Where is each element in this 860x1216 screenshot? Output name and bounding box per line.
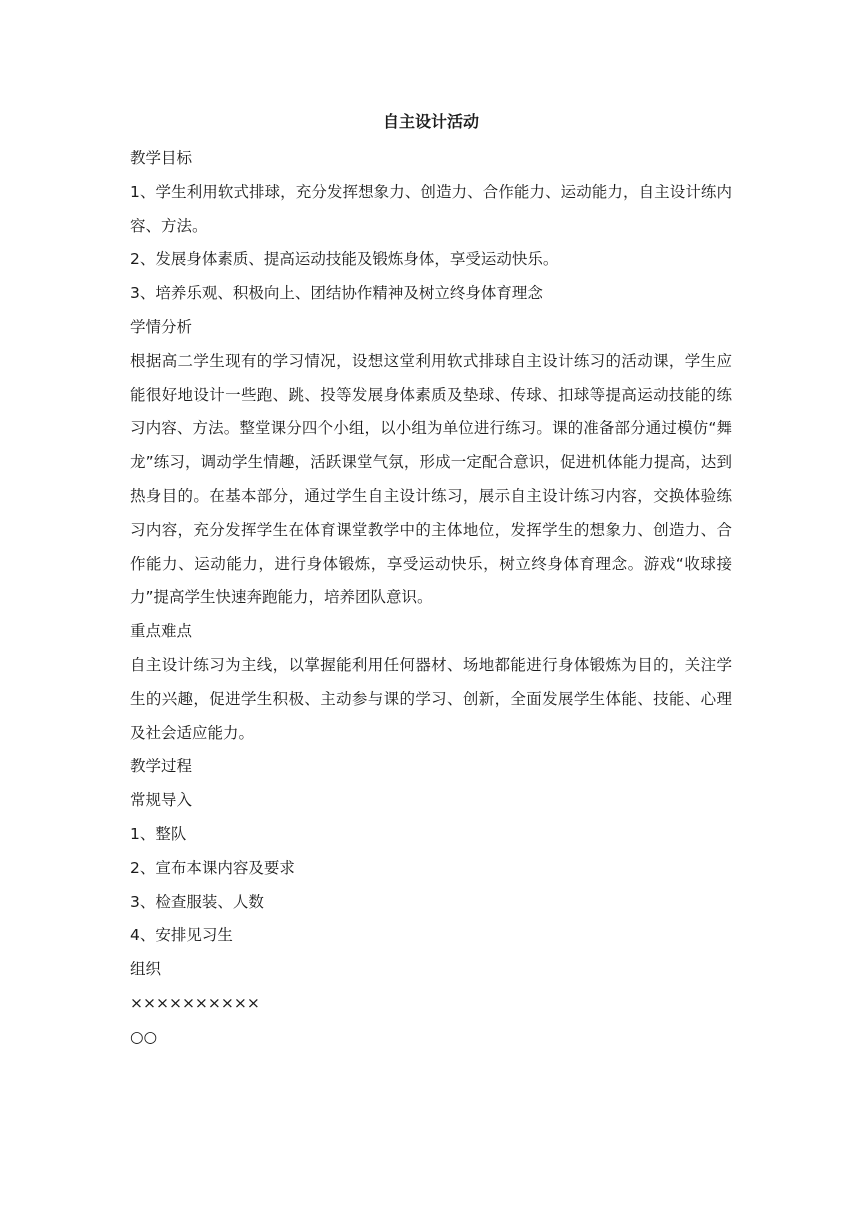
goal-item-1: 1、学生利用软式排球，充分发挥想象力、创造力、合作能力、运动能力，自主设计练内容、方法。 bbox=[130, 182, 732, 235]
goal-item-2: 2、发展身体素质、提高运动技能及锻炼身体，享受运动快乐。 bbox=[130, 250, 559, 269]
routine-item-2: 2、宣布本课内容及要求 bbox=[130, 858, 295, 877]
routine-item-3: 3、检查服装、人数 bbox=[130, 892, 264, 911]
process-heading: 教学过程 bbox=[130, 757, 193, 776]
formation-row-circles: ○○ bbox=[130, 1027, 158, 1046]
formation-row-crosses: ×××××××××× bbox=[130, 993, 260, 1012]
routine-item-1: 1、整队 bbox=[130, 824, 187, 843]
routine-item-4: 4、安排见习生 bbox=[130, 926, 233, 945]
goal-item-3: 3、培养乐观、积极向上、团结协作精神及树立终身体育理念 bbox=[130, 284, 543, 303]
key-points-paragraph: 自主设计练习为主线，以掌握能利用任何器材、场地都能进行身体锻炼为目的，关注学生的兴趣，促进学生积极、主动参与课的学习、创新，全面发展学生体能、技能、心理及社会适应能力。 bbox=[130, 655, 732, 742]
goals-heading: 教学目标 bbox=[130, 149, 193, 167]
document-title: 自主设计活动 bbox=[382, 112, 479, 131]
analysis-paragraph: 根据高二学生现有的学习情况，设想这堂利用软式排球自主设计练习的活动课，学生应能很好地设计一些跑、跳、投等发展身体素质及垫球、传球、扣球等提高运动技能的练习内容、方法。整堂课分四个小组，以小组为单位进行练习。课的准备部分通过模仿“舞龙”练习，调动学生情趣，活跃课堂气氛，形成一定配合意识，促进机体能力提高，达到热身目的。在基本部分，通过学生自主设计练习，展示自主设计练习内容，交换体验练习内容，充分发挥学生在体育课堂教学中的主体地位，发挥学生的想象力、创造力、合作能力、运动能力，进行身体锻炼，享受运动快乐，树立终身体育理念。游戏“收球接力”提高学生快速奔跑能力，培养团队意识。 bbox=[130, 351, 732, 607]
document-body bbox=[130, 108, 732, 1055]
routine-heading: 常规导入 bbox=[130, 791, 193, 810]
organization-heading: 组织 bbox=[130, 960, 162, 979]
analysis-heading: 学情分析 bbox=[130, 317, 193, 336]
key-points-heading: 重点难点 bbox=[130, 622, 193, 641]
